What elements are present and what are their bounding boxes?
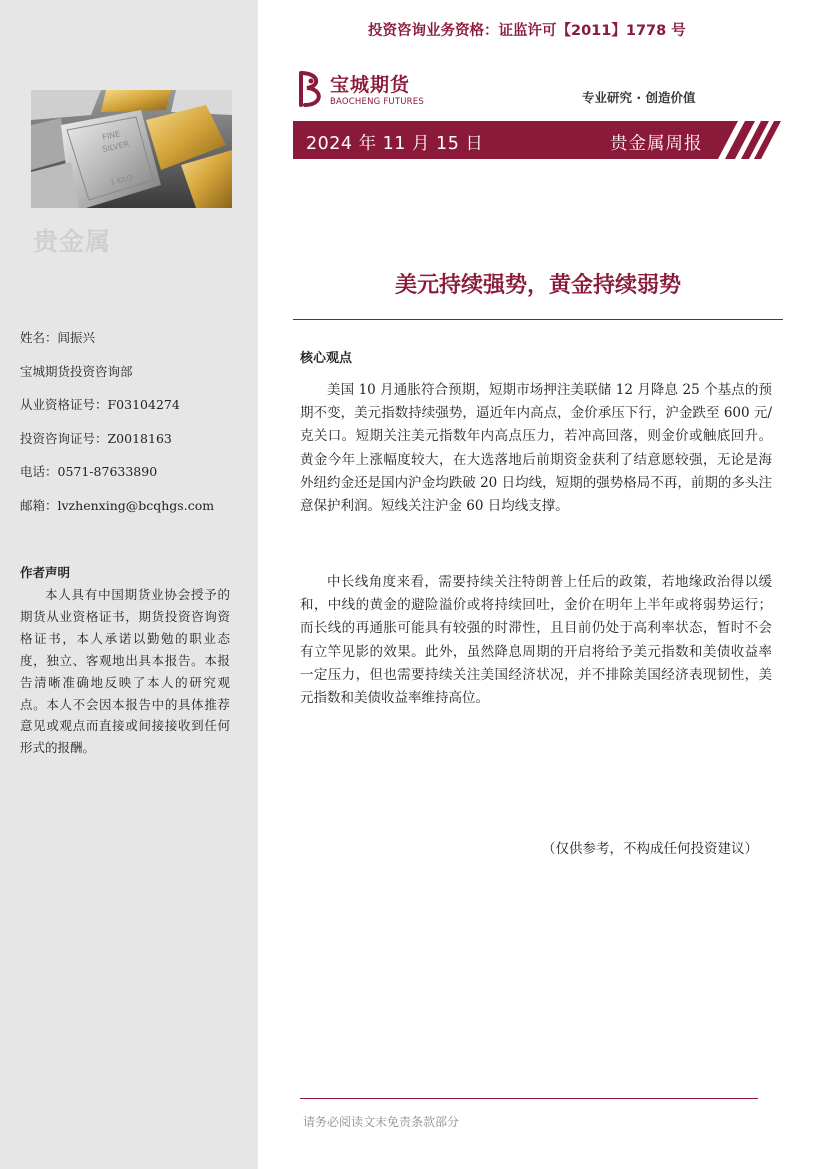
- date-banner: [293, 121, 783, 159]
- phone-number: 电话：0571-87633890: [20, 464, 158, 480]
- email-address[interactable]: 邮箱：lvzhenxing@bcqhgs.com: [20, 497, 215, 513]
- statement-title: 作者声明: [20, 565, 71, 580]
- statement-body: 本人具有中国期货业协会授予的期货从业资格证书，期货投资咨询资格证书，本人承诺以勤勉的职业态度，独立、客观地出具本报告。本报告清晰准确地反映了本人的研究观点。本人不会因本报告中的具体推荐意见或观点而直接或间接接收到任何形式的报酬。: [20, 587, 230, 756]
- disclaimer-note: （仅供参考，不构成任何投资建议）: [542, 841, 758, 857]
- footer-note: 请务必阅读文末免责条款部分: [303, 1115, 460, 1129]
- section-label: 核心观点: [300, 351, 353, 366]
- company-logo: [297, 70, 437, 110]
- author-contact: [20, 330, 214, 532]
- paragraph-1: 美国 10 月通胀符合预期，短期市场押注美联储 12 月降息 25 个基点的预期不变，美元指数持续强势，逼近年内高点，金价承压下行，沪金跌至 600 元/克关口。短期关注美元指数年内高点压力，若冲高回落，则金价或触底回升。黄金今年上涨幅度较大，在大选落地后前期资金获利了结意愿较强，无论是海外纽约金还是国内沪金均跌破 20 日均线，短期的强势格局不再，前期的多头注意保护利润。短线关注沪金 60 日均线支撑。: [300, 382, 772, 515]
- consulting-number: 投资咨询证号：Z0018163: [20, 430, 172, 446]
- report-type: 贵金属周报: [610, 134, 703, 154]
- report-date: 2024 年 11 月 15 日: [306, 134, 484, 154]
- title-divider: [293, 319, 783, 320]
- slogan: 专业研究 · 创造价值: [582, 90, 696, 105]
- logo-english: BAOCHENG FUTURES: [330, 97, 424, 107]
- logo-mark-icon: [297, 70, 327, 108]
- svg-text:FINE: FINE: [101, 129, 122, 142]
- category-label: 贵金属: [33, 227, 112, 256]
- svg-text:1 KILO: 1 KILO: [109, 173, 134, 187]
- license-line: 投资咨询业务资格：证监许可【2011】1778 号: [368, 23, 686, 39]
- svg-text:SILVER: SILVER: [101, 139, 130, 154]
- author-name: 姓名：闾振兴: [20, 330, 96, 345]
- gold-silver-bars-image: [31, 90, 232, 208]
- footer-divider: [300, 1098, 758, 1099]
- qualification-number: 从业资格证号：F03104274: [20, 397, 180, 413]
- logo-name: 宝城期货: [330, 74, 411, 96]
- sidebar: [0, 0, 258, 1169]
- paragraph-2: 中长线角度来看，需要持续关注特朗普上任后的政策，若地缘政治得以缓和，中线的黄金的避险溢价或将持续回吐，金价在明年上半年或将弱势运行；而长线的再通胀可能具有较强的时滞性，且目前仍处于高利率状态，暂时不会有立竿见影的效果。此外，虽然降息周期的开启将给予美元指数和美债收益率一定压力，但也需要持续关注美国经济状况，并不排除美国经济表现韧性，美元指数和美债收益率维持高位。: [300, 574, 772, 707]
- author-department: 宝城期货投资咨询部: [20, 363, 133, 379]
- report-title: 美元持续强势，黄金持续弱势: [394, 273, 681, 298]
- bullion-illustration: [31, 90, 232, 208]
